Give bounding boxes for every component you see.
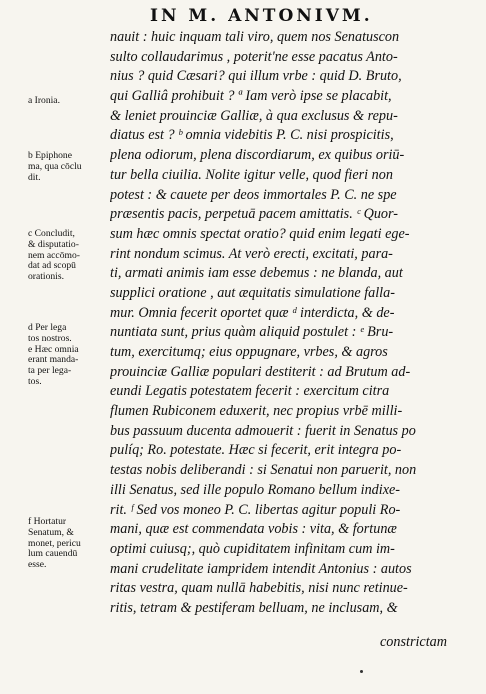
marginal-note-f: f Hortatur Senatum, & monet, pericu lum cauendū esse.	[28, 516, 81, 571]
text-line: ritis, tetram & pestiferam belluam, ne inclusam, &	[110, 599, 398, 616]
catchword: constrictam	[380, 634, 447, 650]
text-line: testas nobis deliberandi : si Senatui non paruerit, non	[110, 462, 417, 479]
text-line: nius ? quid Cæsari? qui illum vrbe : quid D. Bruto,	[110, 68, 402, 85]
text-line: rint nondum scimus. At verò erecti, excitati, para-	[110, 245, 393, 262]
text-line: ti, armati animis iam esse debemus : ne blanda, aut	[110, 265, 403, 282]
text-line: illi Senatus, sed ille populo Romano bellum indixe-	[110, 481, 401, 498]
text-line: bus passuum ducenta admouerit : fuerit in Senatus po	[110, 422, 416, 439]
text-line: tur bella ciuilia. Nolite igitur velle, quod fieri non	[110, 166, 393, 183]
text-line: optimi cuiusq;, quò cupiditatem infinitam cum im-	[110, 540, 395, 557]
text-line: sulto collaudarimus , poterit'ne esse pacatus Anto-	[110, 48, 398, 65]
text-line: eundi Legatis potestatem fecerit : exercitum citra	[110, 383, 390, 400]
text-line: flumen Rubiconem eduxerit, nec propius vrbē milli-	[110, 403, 403, 420]
marginal-note-a: a Ironia.	[28, 95, 60, 106]
text-line: diatus est ? ᵇ omnia videbitis P. C. nisi prospicitis,	[110, 127, 394, 144]
text-line: prouinciæ Galliæ populari destiterit : ad Brutum ad-	[110, 363, 411, 380]
text-line: rit. ᶠ Sed vos moneo P. C. libertas agitur populi Ro-	[110, 501, 401, 518]
text-line: plena odiorum, plena discordiarum, ex quibus oriū-	[110, 147, 405, 164]
running-head: IN M. ANTONIVM.	[150, 6, 373, 26]
text-line: supplici oratione , aut æquitatis simulatione falla-	[110, 284, 395, 301]
text-line: præsentis pacis, perpetuā pacem amittatis. ᶜ Quor-	[110, 206, 398, 223]
text-line: nauit : huic inquam tali viro, quem nos Senatuscon	[110, 29, 400, 45]
text-line: ritas vestra, quam nullā habebitis, nisi nunc retinue-	[110, 580, 408, 597]
text-line: mani crudelitate iampridem intendit Antonius : autos	[110, 560, 412, 577]
text-line: potest : & cauete per deos immortales P. C. ne spe	[110, 186, 397, 203]
ink-speck	[360, 670, 363, 673]
marginal-note-b: b Epiphone ma, qua cōclu dit.	[28, 150, 82, 183]
text-line: mur. Omnia fecerit oportet quæ ᵈ interdicta, & de-	[110, 304, 395, 321]
text-line: sum hæc omnis spectat oratio? quid enim legati ege-	[110, 225, 410, 242]
text-line: tum, exercitumq; eius oppugnare, vrbes, & agros	[110, 344, 388, 360]
main-text	[110, 28, 482, 619]
text-line: mani, quæ est commendata vobis : vita, & fortunæ	[110, 521, 397, 538]
text-line: pulíq; Ro. potestate. Hæc si fecerit, erit integra po-	[110, 442, 402, 459]
text-line: nuntiata sunt, prius quàm aliquid postulet : ᵉ Bru-	[110, 324, 394, 341]
marginal-note-d-e: d Per lega tos nostros. e Hæc omnia erant manda- ta per lega- tos.	[28, 322, 79, 387]
text-line: qui Galliâ prohibuit ? ª Iam verò ipse se placabit,	[110, 88, 392, 105]
text-line: & leniet prouinciæ Galliæ, à qua exclusus & repu-	[110, 107, 398, 124]
marginal-note-c: c Concludit, & disputatio- nem accōmo- dat ad scopū orationis.	[28, 228, 80, 283]
